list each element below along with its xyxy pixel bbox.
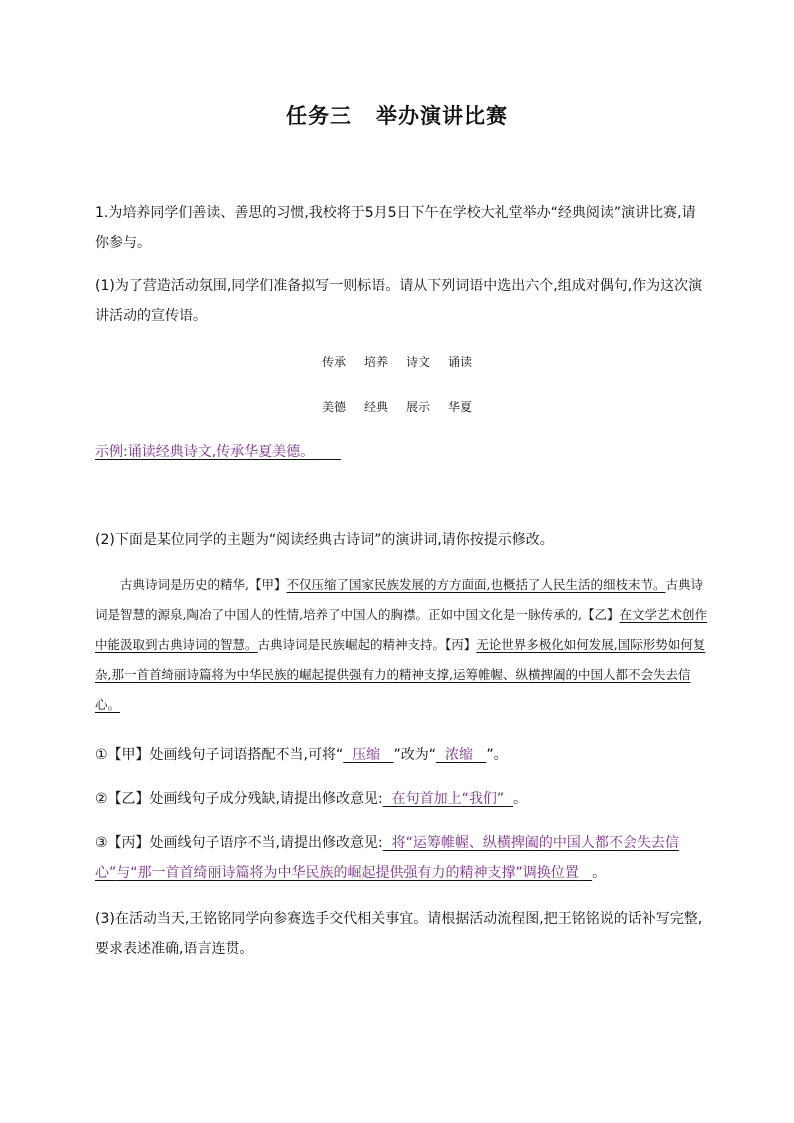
- example-answer-text: 示例:诵读经典诗文,传承华夏美德。: [95, 444, 315, 460]
- title-part2: 举办演讲比赛: [376, 103, 508, 128]
- word-item: 展示: [406, 400, 431, 414]
- speech-sentence: 古典诗词是民族崛起的精神支持。: [257, 637, 446, 652]
- sub-question-3-prompt: (3)在活动当天,王铭铭同学向参赛选手交代相关事宜。请根据活动流程图,把王铭铭说的话补写完整,要求表述准确,语言连贯。: [95, 911, 703, 957]
- item-3-text: ③【丙】处画线句子语序不当,请提出修改意见:: [95, 835, 383, 851]
- item-3-text-end: 。: [592, 865, 607, 881]
- underlined-sentence-bing: 无论世界多极化如何发展,国际形势如何复杂,那一首首绮丽诗篇将为中华民族的崛起提供强有力的精神支撑,运筹帷幄、纵横捭阖的中国人都不会失去信心。: [95, 637, 706, 712]
- speech-sentence: 古典诗词是历史的精华,: [120, 577, 249, 592]
- item-2-text: ②【乙】处画线句子成分残缺,请提出修改意见:: [95, 791, 383, 807]
- question-1-intro: 1.为培养同学们善读、善思的习惯,我校将于5月5日下午在学校大礼堂举办“经典阅读”演讲比赛,请你参与。: [95, 205, 696, 251]
- speech-passage: [95, 570, 707, 720]
- word-item: 诗文: [406, 355, 431, 369]
- item-2-answer: 在句首加上“我们”: [391, 791, 505, 807]
- speech-sentence: 古典诗词是智慧的源泉,陶冶了中国人的性情,培养了中国人的胸襟。正如中国文化是一脉传承的,: [95, 577, 703, 622]
- tag-bing: 【丙】: [445, 637, 477, 652]
- sub-question-2-prompt: (2)下面是某位同学的主题为“阅读经典古诗词”的演讲词,请你按提示修改。: [95, 532, 554, 548]
- item-1-text: ①【甲】处画线句子词语搭配不当,可将“: [95, 747, 344, 763]
- word-item: 华夏: [448, 400, 473, 414]
- word-list-row-2: [0, 398, 794, 415]
- sub-question-1-prompt: (1)为了营造活动氛围,同学们准备拟写一则标语。请从下列词语中选出六个,组成对偶句,作为这次演讲活动的宣传语。: [95, 278, 703, 324]
- item-2: [95, 784, 705, 814]
- item-1-text-end: ”。: [486, 747, 508, 763]
- word-item: 诵读: [448, 355, 473, 369]
- title-part1: 任务三: [286, 103, 352, 128]
- underlined-sentence-jia: 不仅压缩了国家民族发展的方方面面,也概括了人民生活的细枝末节。: [286, 577, 666, 592]
- word-item: 经典: [363, 400, 388, 414]
- word-list-row-1: [0, 353, 794, 370]
- page-title: [0, 100, 794, 130]
- word-item: 美德: [321, 400, 346, 414]
- item-2-text-end: 。: [513, 791, 528, 807]
- word-item: 传承: [321, 355, 346, 369]
- tag-yi: 【乙】: [581, 607, 620, 622]
- item-1-answer-2: 浓缩: [444, 747, 473, 763]
- item-1-text-mid: ”改为“: [393, 747, 437, 763]
- item-1-answer-1: 压缩: [352, 747, 381, 763]
- underlined-sentence-yi: 在文学艺术创作中能汲取到古典诗词的智慧。: [95, 607, 707, 652]
- item-3: [95, 828, 705, 888]
- item-1: [95, 740, 705, 770]
- example-answer: [95, 437, 705, 467]
- word-item: 培养: [363, 355, 388, 369]
- tag-jia: 【甲】: [248, 577, 287, 592]
- item-3-answer: 将“运筹帷幄、纵横捭阖的中国人都不会失去信心”与“那一首首绮丽诗篇将为中华民族的崛起提供强有力的精神支撑”调换位置: [95, 835, 679, 881]
